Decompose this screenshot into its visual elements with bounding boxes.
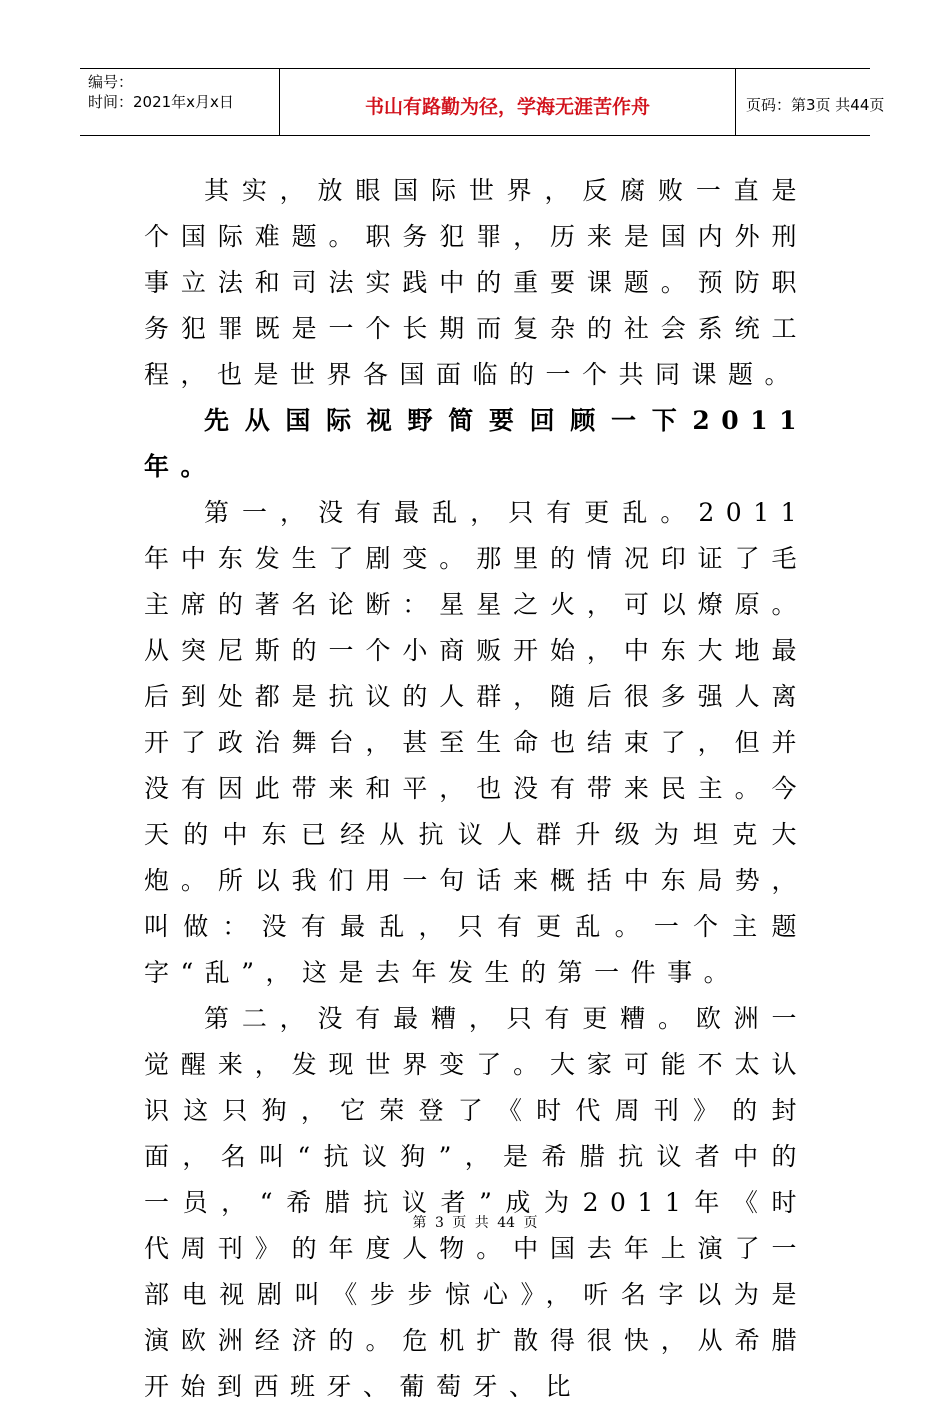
- paragraph-second-point: 第二，没有最糟，只有更糟。欧洲一觉醒来，发现世界变了。大家可能不太认识这只狗，它荣登了《时代周刊》的封面，名叫“抗议狗”，是希腊抗议者中的一员，“希腊抗议者”成为2011年《时代周刊》的年度人物。中国去年上演了一部电视剧叫《步步惊心》，听名字以为是演欧洲经济的。危机扩散得很快，从希腊开始到西班牙、葡萄牙、比: [144, 1004, 808, 1401]
- page-footer: 第 3 页 共 44 页: [412, 1215, 538, 1231]
- paragraph-first-point: 第一，没有最乱，只有更乱。2011年中东发生了剧变。那里的情况印证了毛主席的著名论断：星星之火，可以燎原。从突尼斯的一个小商贩开始，中东大地最后到处都是抗议的人群，随后很多强人离开了政治舞台，甚至生命也结束了，但并没有因此带来和平，也没有带来民主。今天的中东已经从抗议人群升级为坦克大炮。所以我们用一句话来概括中东局势，叫做：没有最乱，只有更乱。一个主题字“乱”，这是去年发生的第一件事。: [144, 498, 808, 987]
- section-heading: 先从国际视野简要回顾一下2011年。: [144, 406, 808, 481]
- header-motto: 书山有路勤为径，学海无涯苦作舟: [280, 69, 736, 135]
- header-page-number: 页码：第3页 共44页: [746, 95, 885, 114]
- header-meta: [80, 69, 280, 135]
- document-number-label: 编号：: [88, 73, 134, 91]
- document-date-label: 时间：2021年x月x日: [88, 93, 234, 111]
- paragraph-intro: 其实，放眼国际世界，反腐败一直是个国际难题。职务犯罪，历来是国内外刑事立法和司法实践中的重要课题。预防职务犯罪既是一个长期而复杂的社会系统工程，也是世界各国面临的一个共同课题。: [144, 176, 808, 389]
- page-header: [80, 68, 885, 136]
